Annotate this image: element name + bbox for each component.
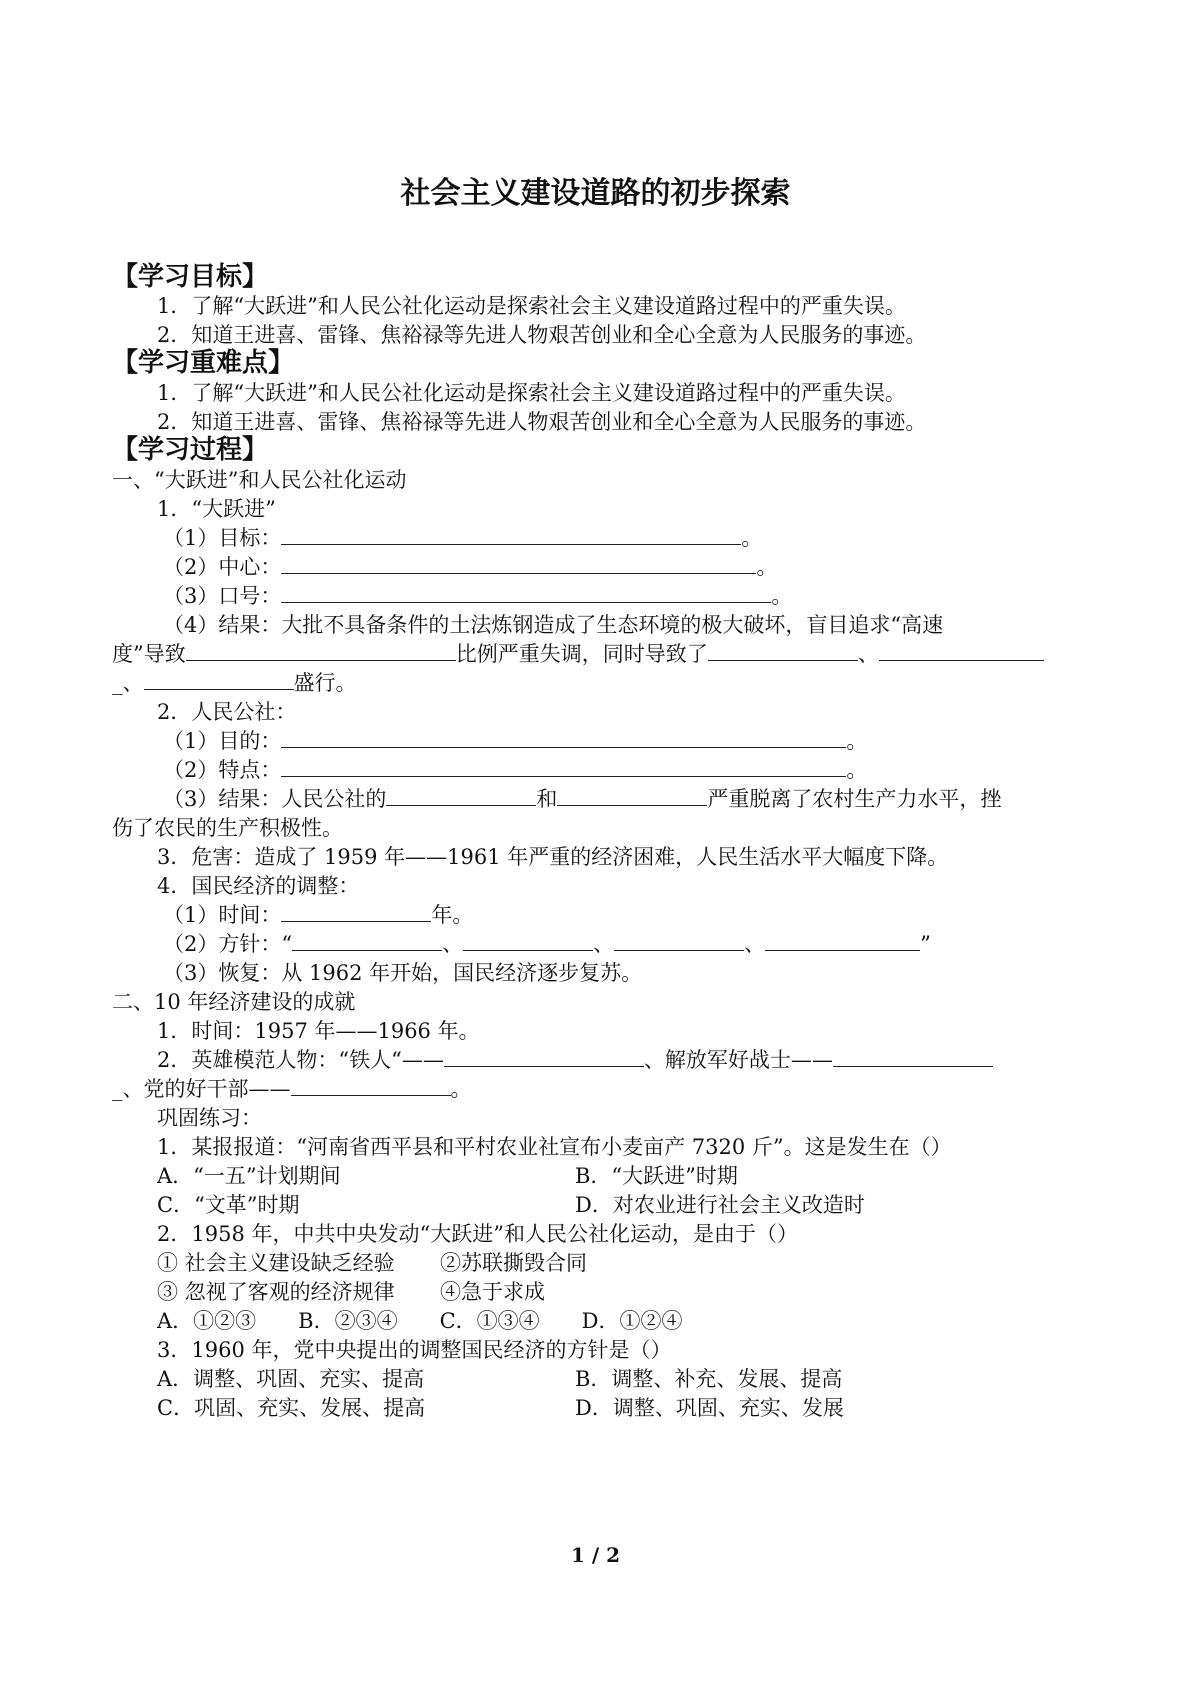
part2-time-line: 1．时间：1957 年——1966 年。: [157, 1019, 480, 1043]
q3-stem: 3．1960 年，党中央提出的调整国民经济的方针是（）: [157, 1338, 672, 1362]
policy-blank-2[interactable]: [463, 930, 593, 951]
process-heading: 【学习过程】: [112, 435, 269, 465]
q3-option-c[interactable]: C．巩固、充实、发展、提高: [157, 1396, 426, 1420]
trend-blank-3[interactable]: [144, 669, 294, 690]
q2-statement-2: ②苏联撕毁合同: [440, 1251, 587, 1275]
commune-blank-2[interactable]: [557, 785, 707, 806]
q2-choices[interactable]: A．①②③ B．②③④ C．①③④ D．①②④: [157, 1309, 683, 1333]
commune-result-line: （3）结果：人民公社的 和 严重脱离了农村生产力水平，挫: [163, 787, 1002, 811]
commune-blank-1[interactable]: [386, 785, 536, 806]
q3-option-b[interactable]: B．调整、补充、发展、提高: [575, 1367, 843, 1391]
policy-blank-3[interactable]: [614, 930, 744, 951]
q1-stem: 1．某报报道：“河南省西平县和平村农业社宣布小麦亩产 7320 斤”。这是发生在（）: [157, 1135, 952, 1159]
cadre-blank[interactable]: [291, 1075, 451, 1096]
exercise-heading: 巩固练习：: [157, 1106, 262, 1130]
goal-line: （1）目标： 。: [163, 526, 763, 550]
q1-option-a[interactable]: A．“一五”计划期间: [157, 1164, 341, 1188]
feature-blank[interactable]: [281, 756, 846, 777]
policy-blank-4[interactable]: [765, 930, 920, 951]
result-line-3: _、 盛行。: [112, 671, 357, 695]
harm-line: 3．危害：造成了 1959 年——1961 年严重的经济困难，人民生活水平大幅度下降。: [157, 845, 949, 869]
page-number: 1 / 2: [570, 1543, 621, 1567]
center-line: （2）中心： 。: [163, 555, 778, 579]
goal-blank[interactable]: [281, 524, 741, 545]
q2-statement-1: ① 社会主义建设缺乏经验: [157, 1251, 395, 1275]
purpose-line: （1）目的： 。: [163, 729, 868, 753]
q2-statement-3: ③ 忽视了客观的经济规律: [157, 1280, 395, 1304]
part1-heading: 一、“大跃进”和人民公社化运动: [112, 468, 407, 492]
purpose-blank[interactable]: [281, 727, 846, 748]
page-title: 社会主义建设道路的初步探索: [400, 176, 791, 211]
heroes-line-2: _、党的好干部—— 。: [112, 1077, 472, 1101]
key-points-heading: 【学习重难点】: [112, 348, 295, 378]
ratio-blank[interactable]: [186, 640, 456, 661]
objectives-heading: 【学习目标】: [112, 262, 269, 292]
q1-option-b[interactable]: B．“大跃进”时期: [575, 1164, 738, 1188]
result-line-1: （4）结果：大批不具备条件的土法炼钢造成了生态环境的极大破坏，盲目追求“高速: [163, 613, 944, 637]
trend-blank-1[interactable]: [708, 640, 858, 661]
great-leap-subheading: 1．“大跃进”: [157, 497, 276, 521]
time-blank[interactable]: [281, 901, 431, 922]
q3-option-d[interactable]: D．调整、巩固、充实、发展: [575, 1396, 844, 1420]
policy-blank-1[interactable]: [292, 930, 442, 951]
q1-option-c[interactable]: C．“文革”时期: [157, 1193, 300, 1217]
objective-2: 2．知道王进喜、雷锋、焦裕禄等先进人物艰苦创业和全心全意为人民服务的事迹。: [157, 323, 927, 347]
slogan-line: （3）口号： 。: [163, 584, 793, 608]
recovery-line: （3）恢复：从 1962 年开始，国民经济逐步复苏。: [163, 961, 643, 985]
key-point-2: 2．知道王进喜、雷锋、焦裕禄等先进人物艰苦创业和全心全意为人民服务的事迹。: [157, 410, 927, 434]
feature-line: （2）特点： 。: [163, 758, 868, 782]
q3-option-a[interactable]: A．调整、巩固、充实、提高: [157, 1367, 425, 1391]
key-point-1: 1．了解“大跃进”和人民公社化运动是探索社会主义建设道路过程中的严重失误。: [157, 381, 906, 405]
trend-blank-2[interactable]: [879, 640, 1044, 661]
q2-stem: 2．1958 年，中共中央发动“大跃进”和人民公社化运动，是由于（）: [157, 1222, 798, 1246]
commune-result-line-2: 伤了农民的生产积极性。: [112, 816, 343, 840]
policy-line: （2）方针：“ 、 、 、 ”: [163, 932, 931, 956]
center-blank[interactable]: [281, 553, 756, 574]
ironman-blank[interactable]: [444, 1046, 644, 1067]
q2-statement-4: ④急于求成: [440, 1280, 545, 1304]
objective-1: 1．了解“大跃进”和人民公社化运动是探索社会主义建设道路过程中的严重失误。: [157, 294, 906, 318]
q1-option-d[interactable]: D．对农业进行社会主义改造时: [575, 1193, 865, 1217]
commune-subheading: 2．人民公社：: [157, 700, 297, 724]
heroes-line: 2．英雄模范人物：“铁人“—— 、解放军好战士——: [157, 1046, 993, 1074]
soldier-blank[interactable]: [833, 1046, 993, 1067]
adjustment-subheading: 4．国民经济的调整：: [157, 874, 360, 898]
slogan-blank[interactable]: [281, 582, 771, 603]
result-line-2: 度”导致 比例严重失调，同时导致了 、: [112, 640, 1044, 668]
adjust-time-line: （1）时间： 年。: [163, 903, 474, 927]
part2-heading: 二、10 年经济建设的成就: [112, 990, 356, 1014]
